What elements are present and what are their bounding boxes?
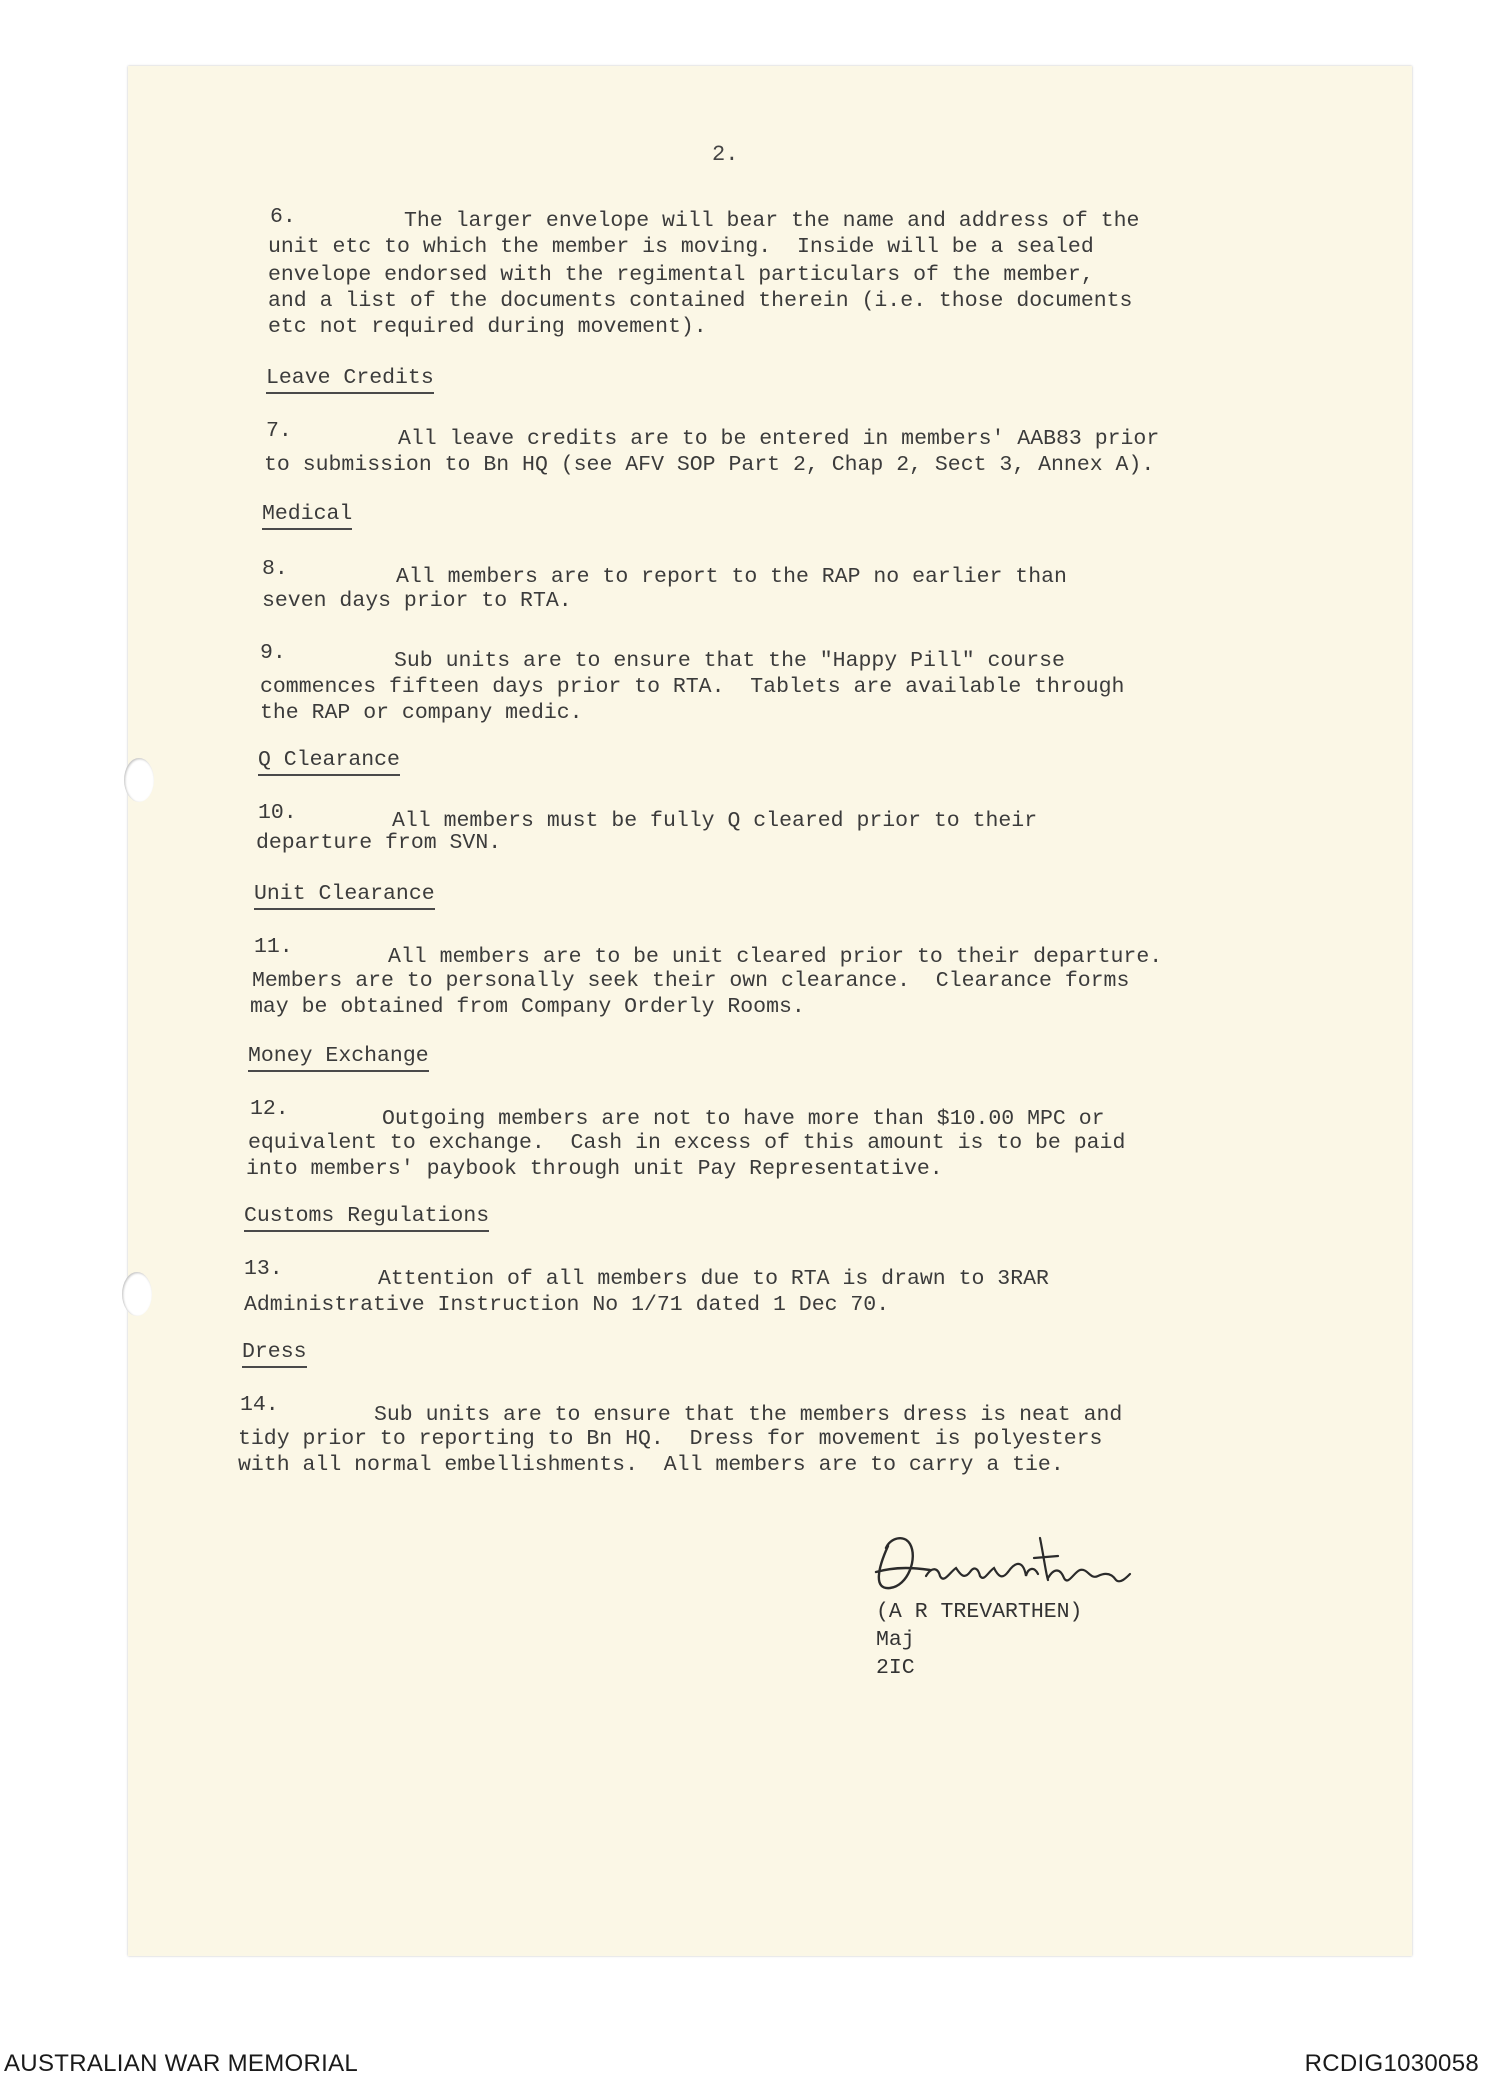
paragraph-line: seven days prior to RTA. <box>262 589 572 613</box>
paragraph-number: 6. <box>270 205 296 229</box>
paragraph-line: envelope endorsed with the regimental particulars of the member, <box>268 263 1094 287</box>
paragraph-number: 9. <box>260 641 286 665</box>
paragraph-line: commences fifteen days prior to RTA. Tablets are available through <box>260 675 1125 699</box>
section-heading-medical: Medical <box>262 502 352 530</box>
paragraph-number: 11. <box>254 935 293 959</box>
section-heading-money-exchange: Money Exchange <box>248 1044 429 1072</box>
paragraph-line: All members must be fully Q cleared prior to their <box>392 809 1038 833</box>
paragraph-number: 13. <box>244 1257 283 1281</box>
section-heading-unit-clearance: Unit Clearance <box>254 882 435 910</box>
signatory-appointment: 2IC <box>876 1656 915 1680</box>
handwritten-signature <box>868 1528 1148 1598</box>
page-number: 2. <box>712 142 739 167</box>
paragraph-line: Sub units are to ensure that the "Happy Pill" course <box>394 649 1065 673</box>
paragraph-line: All leave credits are to be entered in members' AAB83 prior <box>398 427 1160 451</box>
paragraph-line: Administrative Instruction No 1/71 dated 1 Dec 70. <box>244 1293 890 1317</box>
footer-institution: AUSTRALIAN WAR MEMORIAL <box>4 2050 359 2077</box>
footer-identifier: RCDIG1030058 <box>1304 2050 1479 2077</box>
paragraph-line: and a list of the documents contained therein (i.e. those documents <box>268 289 1133 313</box>
signatory-name: (A R TREVARTHEN) <box>876 1600 1083 1624</box>
paragraph-line: to submission to Bn HQ (see AFV SOP Part 2, Chap 2, Sect 3, Annex A). <box>264 453 1155 477</box>
paragraph-line: All members are to be unit cleared prior to their departure. <box>388 945 1163 969</box>
section-heading-leave-credits: Leave Credits <box>266 366 434 394</box>
paragraph-line: The larger envelope will bear the name and address of the <box>404 209 1140 233</box>
signatory-rank: Maj <box>876 1628 915 1652</box>
paragraph-number: 8. <box>262 557 288 581</box>
paragraph-line: departure from SVN. <box>256 831 502 855</box>
paragraph-number: 14. <box>240 1393 279 1417</box>
paragraph-line: the RAP or company medic. <box>260 701 583 725</box>
paragraph-number: 12. <box>250 1097 289 1121</box>
paragraph-number: 7. <box>266 419 292 443</box>
section-heading-q-clearance: Q Clearance <box>258 748 400 776</box>
paragraph-line: into members' paybook through unit Pay Representative. <box>246 1157 943 1181</box>
paragraph-line: may be obtained from Company Orderly Rooms. <box>250 995 805 1019</box>
paragraph-line: Outgoing members are not to have more than $10.00 MPC or <box>382 1107 1105 1131</box>
paragraph-line: etc not required during movement). <box>268 315 707 339</box>
paragraph-line: Attention of all members due to RTA is drawn to 3RAR <box>378 1267 1049 1291</box>
paragraph-line: Sub units are to ensure that the members dress is neat and <box>374 1403 1123 1427</box>
section-heading-dress: Dress <box>242 1340 307 1368</box>
paragraph-line: unit etc to which the member is moving. Inside will be a sealed <box>268 235 1094 259</box>
paragraph-line: equivalent to exchange. Cash in excess of this amount is to be paid <box>248 1131 1126 1155</box>
section-heading-customs-regulations: Customs Regulations <box>244 1204 489 1232</box>
paragraph-line: tidy prior to reporting to Bn HQ. Dress for movement is polyesters <box>238 1427 1103 1451</box>
paragraph-line: with all normal embellishments. All members are to carry a tie. <box>238 1453 1064 1477</box>
paragraph-number: 10. <box>258 801 297 825</box>
punch-hole-top <box>124 758 154 802</box>
paragraph-line: All members are to report to the RAP no earlier than <box>396 565 1067 589</box>
paragraph-line: Members are to personally seek their own clearance. Clearance forms <box>252 969 1130 993</box>
punch-hole-bottom <box>122 1272 152 1316</box>
